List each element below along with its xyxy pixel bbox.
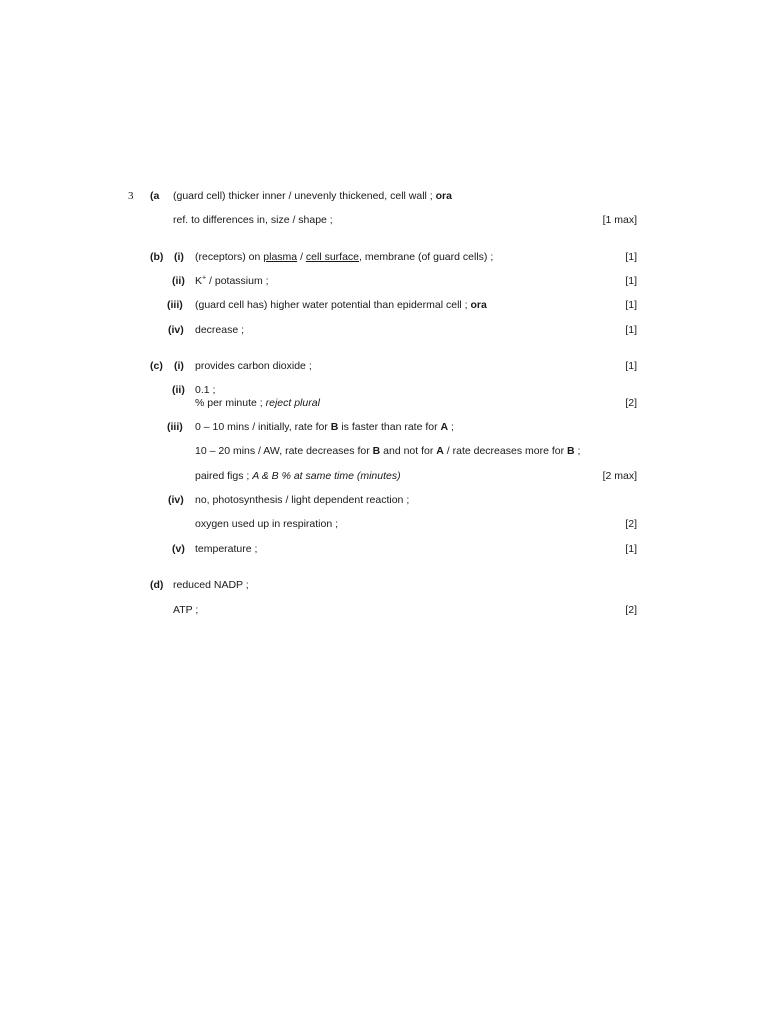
part-c-iii-l1-e: ; bbox=[451, 421, 454, 433]
part-d-mark: [2] bbox=[625, 604, 637, 616]
part-b-ii-label: (ii) bbox=[172, 275, 185, 287]
part-c-iii-l2-f: B bbox=[567, 445, 575, 457]
part-b-ii-pre: K bbox=[195, 275, 203, 287]
part-c-ii-mark: [2] bbox=[625, 397, 637, 409]
part-b-ii-sup: + bbox=[202, 274, 207, 282]
part-b-ii-post: / potassium ; bbox=[209, 275, 269, 287]
part-b-i-label: (i) bbox=[174, 251, 184, 263]
part-c-iv-mark: [2] bbox=[625, 518, 637, 530]
part-c-iii-l2-e: / rate decreases more for bbox=[446, 445, 565, 457]
question-number: 3 bbox=[128, 190, 134, 202]
part-b-ii-text bbox=[195, 275, 269, 288]
part-a-line-2: ref. to differences in, size / shape ; bbox=[173, 214, 333, 226]
part-c-iii-l2-d: A bbox=[436, 445, 444, 457]
part-c-i-label: (i) bbox=[174, 360, 184, 372]
part-a-ora: ora bbox=[435, 190, 452, 202]
part-c-ii-line-2 bbox=[195, 397, 320, 410]
part-c-iii-l1-c: is faster than rate for bbox=[341, 421, 438, 433]
part-c-iii-l2-g: ; bbox=[577, 445, 581, 457]
part-a-line-1-text: (guard cell) thicker inner / unevenly thickened, cell wall ; bbox=[173, 190, 433, 202]
part-b-iv-label: (iv) bbox=[168, 324, 184, 336]
part-b-iv-mark: [1] bbox=[625, 324, 637, 336]
part-c-iv-label: (iv) bbox=[168, 494, 184, 506]
part-c-ii-line-2-text: % per minute ; bbox=[195, 397, 263, 409]
part-c-ii-reject-plural: reject plural bbox=[265, 397, 320, 409]
part-b-i-sep: / bbox=[300, 251, 303, 263]
part-c-i-text: provides carbon dioxide ; bbox=[195, 360, 312, 372]
part-c-iii-l1-d: A bbox=[440, 421, 449, 433]
part-a-mark: [1 max] bbox=[602, 214, 637, 226]
part-a-label: (a bbox=[150, 190, 160, 202]
part-c-iii-l1-a: 0 – 10 mins / initially, rate for bbox=[195, 421, 328, 433]
part-c-iii-l2-b: B bbox=[372, 445, 381, 457]
part-c-iii-l2-a: 10 – 20 mins / AW, rate decreases for bbox=[195, 445, 370, 457]
part-b-ii-mark: [1] bbox=[625, 275, 637, 287]
part-c-i-mark: [1] bbox=[625, 360, 637, 372]
part-c-iii-l3-italic: A & B % at same time (minutes) bbox=[252, 470, 401, 482]
part-b-i-plasma: plasma bbox=[263, 251, 298, 263]
part-c-v-label: (v) bbox=[172, 543, 185, 555]
part-b-i-pre: (receptors) on bbox=[195, 251, 261, 263]
part-c-iii-line-3 bbox=[195, 470, 401, 483]
part-c-iii-line-2 bbox=[195, 445, 580, 458]
part-c-ii-label: (ii) bbox=[172, 384, 185, 396]
part-d-label: (d) bbox=[150, 579, 164, 591]
part-c-ii-line-1: 0.1 ; bbox=[195, 384, 216, 396]
part-b-i-cell-surface: cell surface bbox=[305, 251, 360, 263]
part-b-i-post: , membrane (of guard cells) ; bbox=[359, 251, 494, 263]
part-c-iii-l3-a: paired figs ; bbox=[195, 470, 250, 482]
part-d-line-1: reduced NADP ; bbox=[173, 579, 249, 591]
part-c-iv-line-1: no, photosynthesis / light dependent reaction ; bbox=[195, 494, 410, 506]
part-b-i-mark: [1] bbox=[625, 251, 637, 263]
part-c-iii-mark: [2 max] bbox=[602, 470, 637, 482]
part-c-iii-line-1 bbox=[195, 421, 454, 434]
part-c-v-text: temperature ; bbox=[195, 543, 258, 555]
part-b-iv-text: decrease ; bbox=[195, 324, 245, 336]
part-c-iii-label: (iii) bbox=[167, 421, 183, 433]
part-b-iii-mark: [1] bbox=[625, 299, 637, 311]
part-c-iii-l1-b: B bbox=[330, 421, 339, 433]
part-c-iii-l2-c: and not for bbox=[383, 445, 434, 457]
part-b-i-text bbox=[195, 251, 493, 264]
part-c-iv-line-2: oxygen used up in respiration ; bbox=[195, 518, 339, 530]
part-c-v-mark: [1] bbox=[625, 543, 637, 555]
part-d-line-2: ATP ; bbox=[173, 604, 199, 616]
part-a-line-1 bbox=[173, 190, 452, 203]
part-b-iii-text bbox=[195, 299, 487, 312]
part-b-iii-body: (guard cell has) higher water potential than epidermal cell ; bbox=[195, 299, 468, 311]
part-b-iii-label: (iii) bbox=[167, 299, 183, 311]
part-b-iii-ora: ora bbox=[470, 299, 487, 311]
part-b-label: (b) bbox=[150, 251, 164, 263]
part-c-label: (c) bbox=[150, 360, 163, 372]
